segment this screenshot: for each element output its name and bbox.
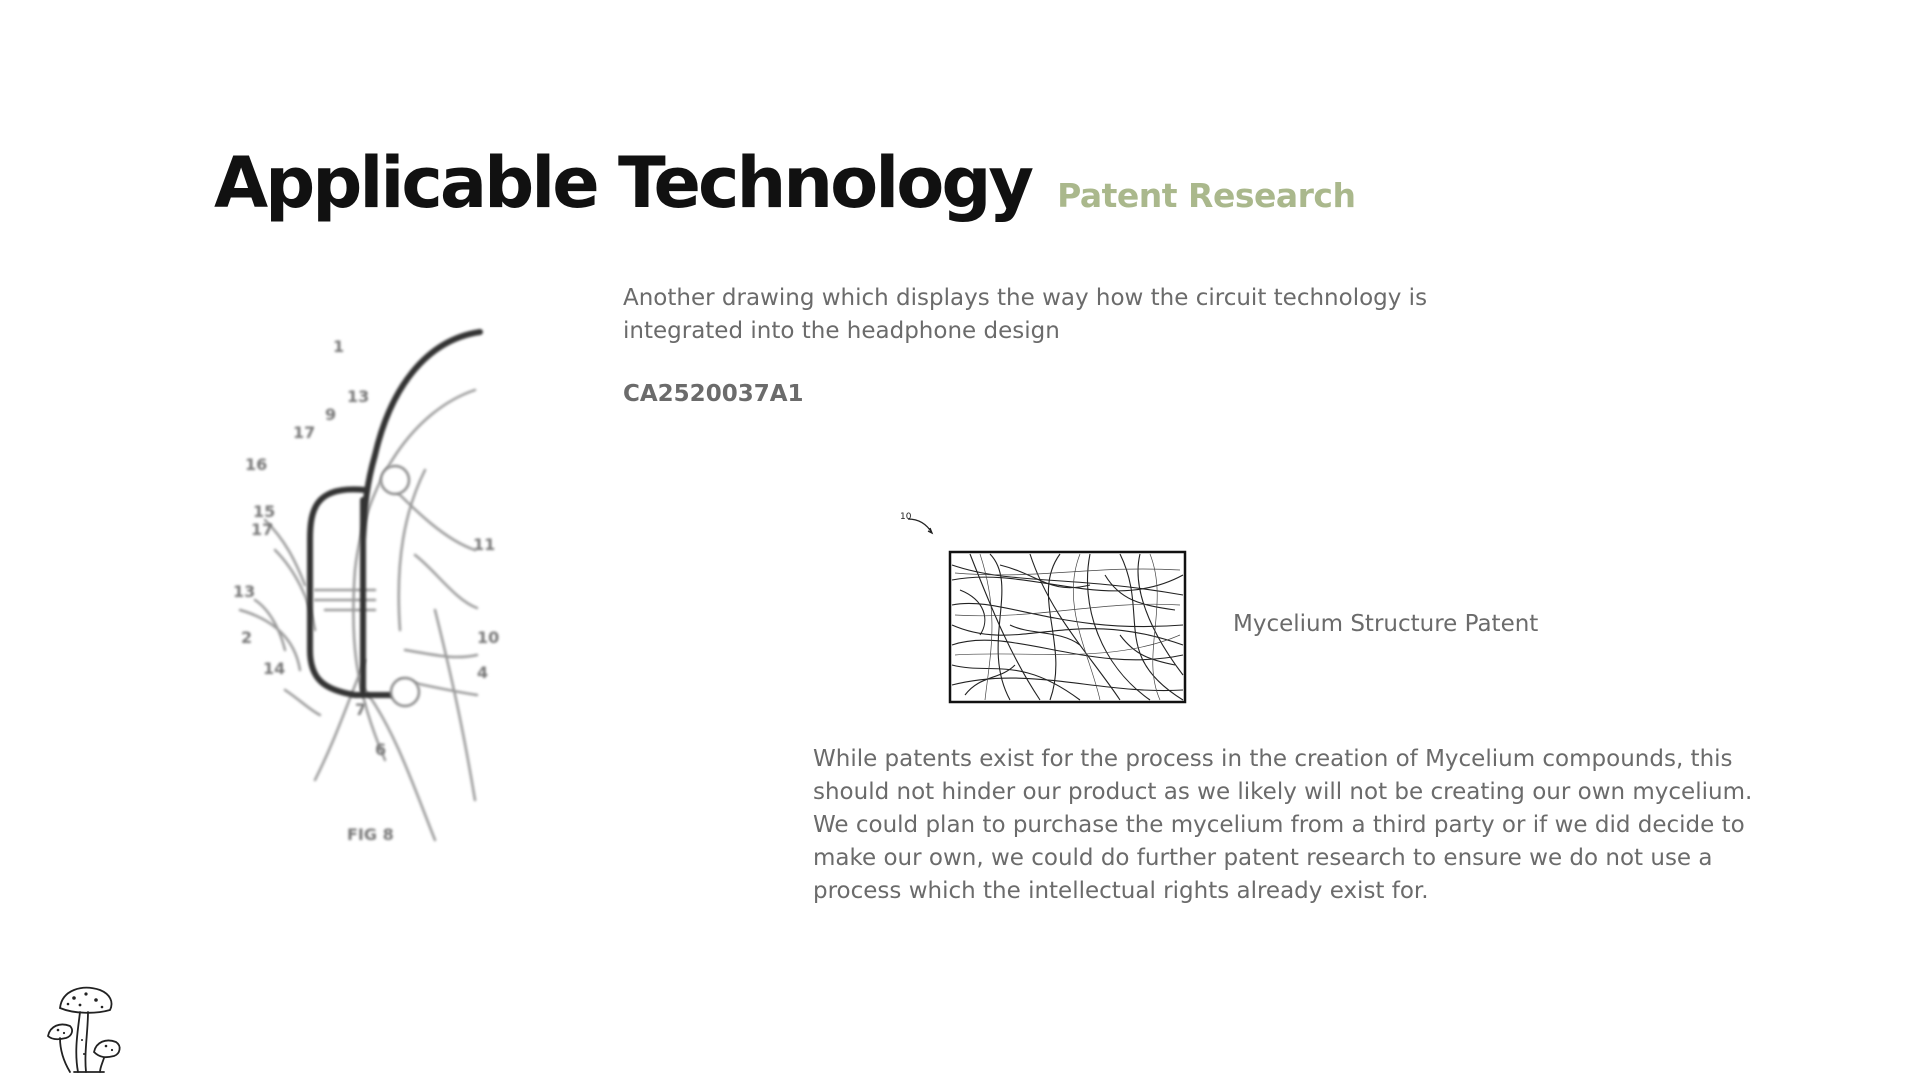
page-title: Applicable Technology xyxy=(214,142,1032,224)
label-17b: 17 xyxy=(251,520,274,539)
body-paragraph: While patents exist for the process in the creation of Mycelium compounds, this should not hinder our product as we likely will not be creating our own mycelium. We could plan to purchase the mycelium from a third party or if we did decide to make our own, we could do further patent research to ensure we do not use a process which the intellectual rights already exist for. xyxy=(813,746,1753,904)
label-11: 11 xyxy=(473,535,496,554)
mycelium-patent-drawing xyxy=(890,505,1190,705)
label-13a: 13 xyxy=(347,387,370,406)
label-14: 14 xyxy=(263,659,286,678)
patent-id: CA2520037A1 xyxy=(623,381,804,407)
label-15: 15 xyxy=(253,502,276,521)
label-13b: 13 xyxy=(233,582,256,601)
mushroom-icon xyxy=(44,980,126,1074)
label-16: 16 xyxy=(245,455,268,474)
label-10: 10 xyxy=(477,628,500,647)
page-subtitle: Patent Research xyxy=(1057,176,1356,215)
label-9: 9 xyxy=(325,405,337,424)
label-4: 4 xyxy=(477,663,489,682)
label-2: 2 xyxy=(241,628,253,647)
label-17a: 17 xyxy=(293,423,316,442)
mycelium-caption: Mycelium Structure Patent xyxy=(1233,611,1539,637)
mycelium-ref-label: 10 xyxy=(900,512,912,522)
figure-label: FIG 8 xyxy=(347,825,394,844)
headphone-patent-drawing xyxy=(215,310,515,860)
label-1: 1 xyxy=(333,337,345,356)
intro-text: Another drawing which displays the way how the circuit technology is integrated into the headphone design xyxy=(623,285,1428,344)
label-6: 6 xyxy=(375,740,387,759)
title-row xyxy=(214,142,1356,224)
label-7: 7 xyxy=(355,700,367,719)
